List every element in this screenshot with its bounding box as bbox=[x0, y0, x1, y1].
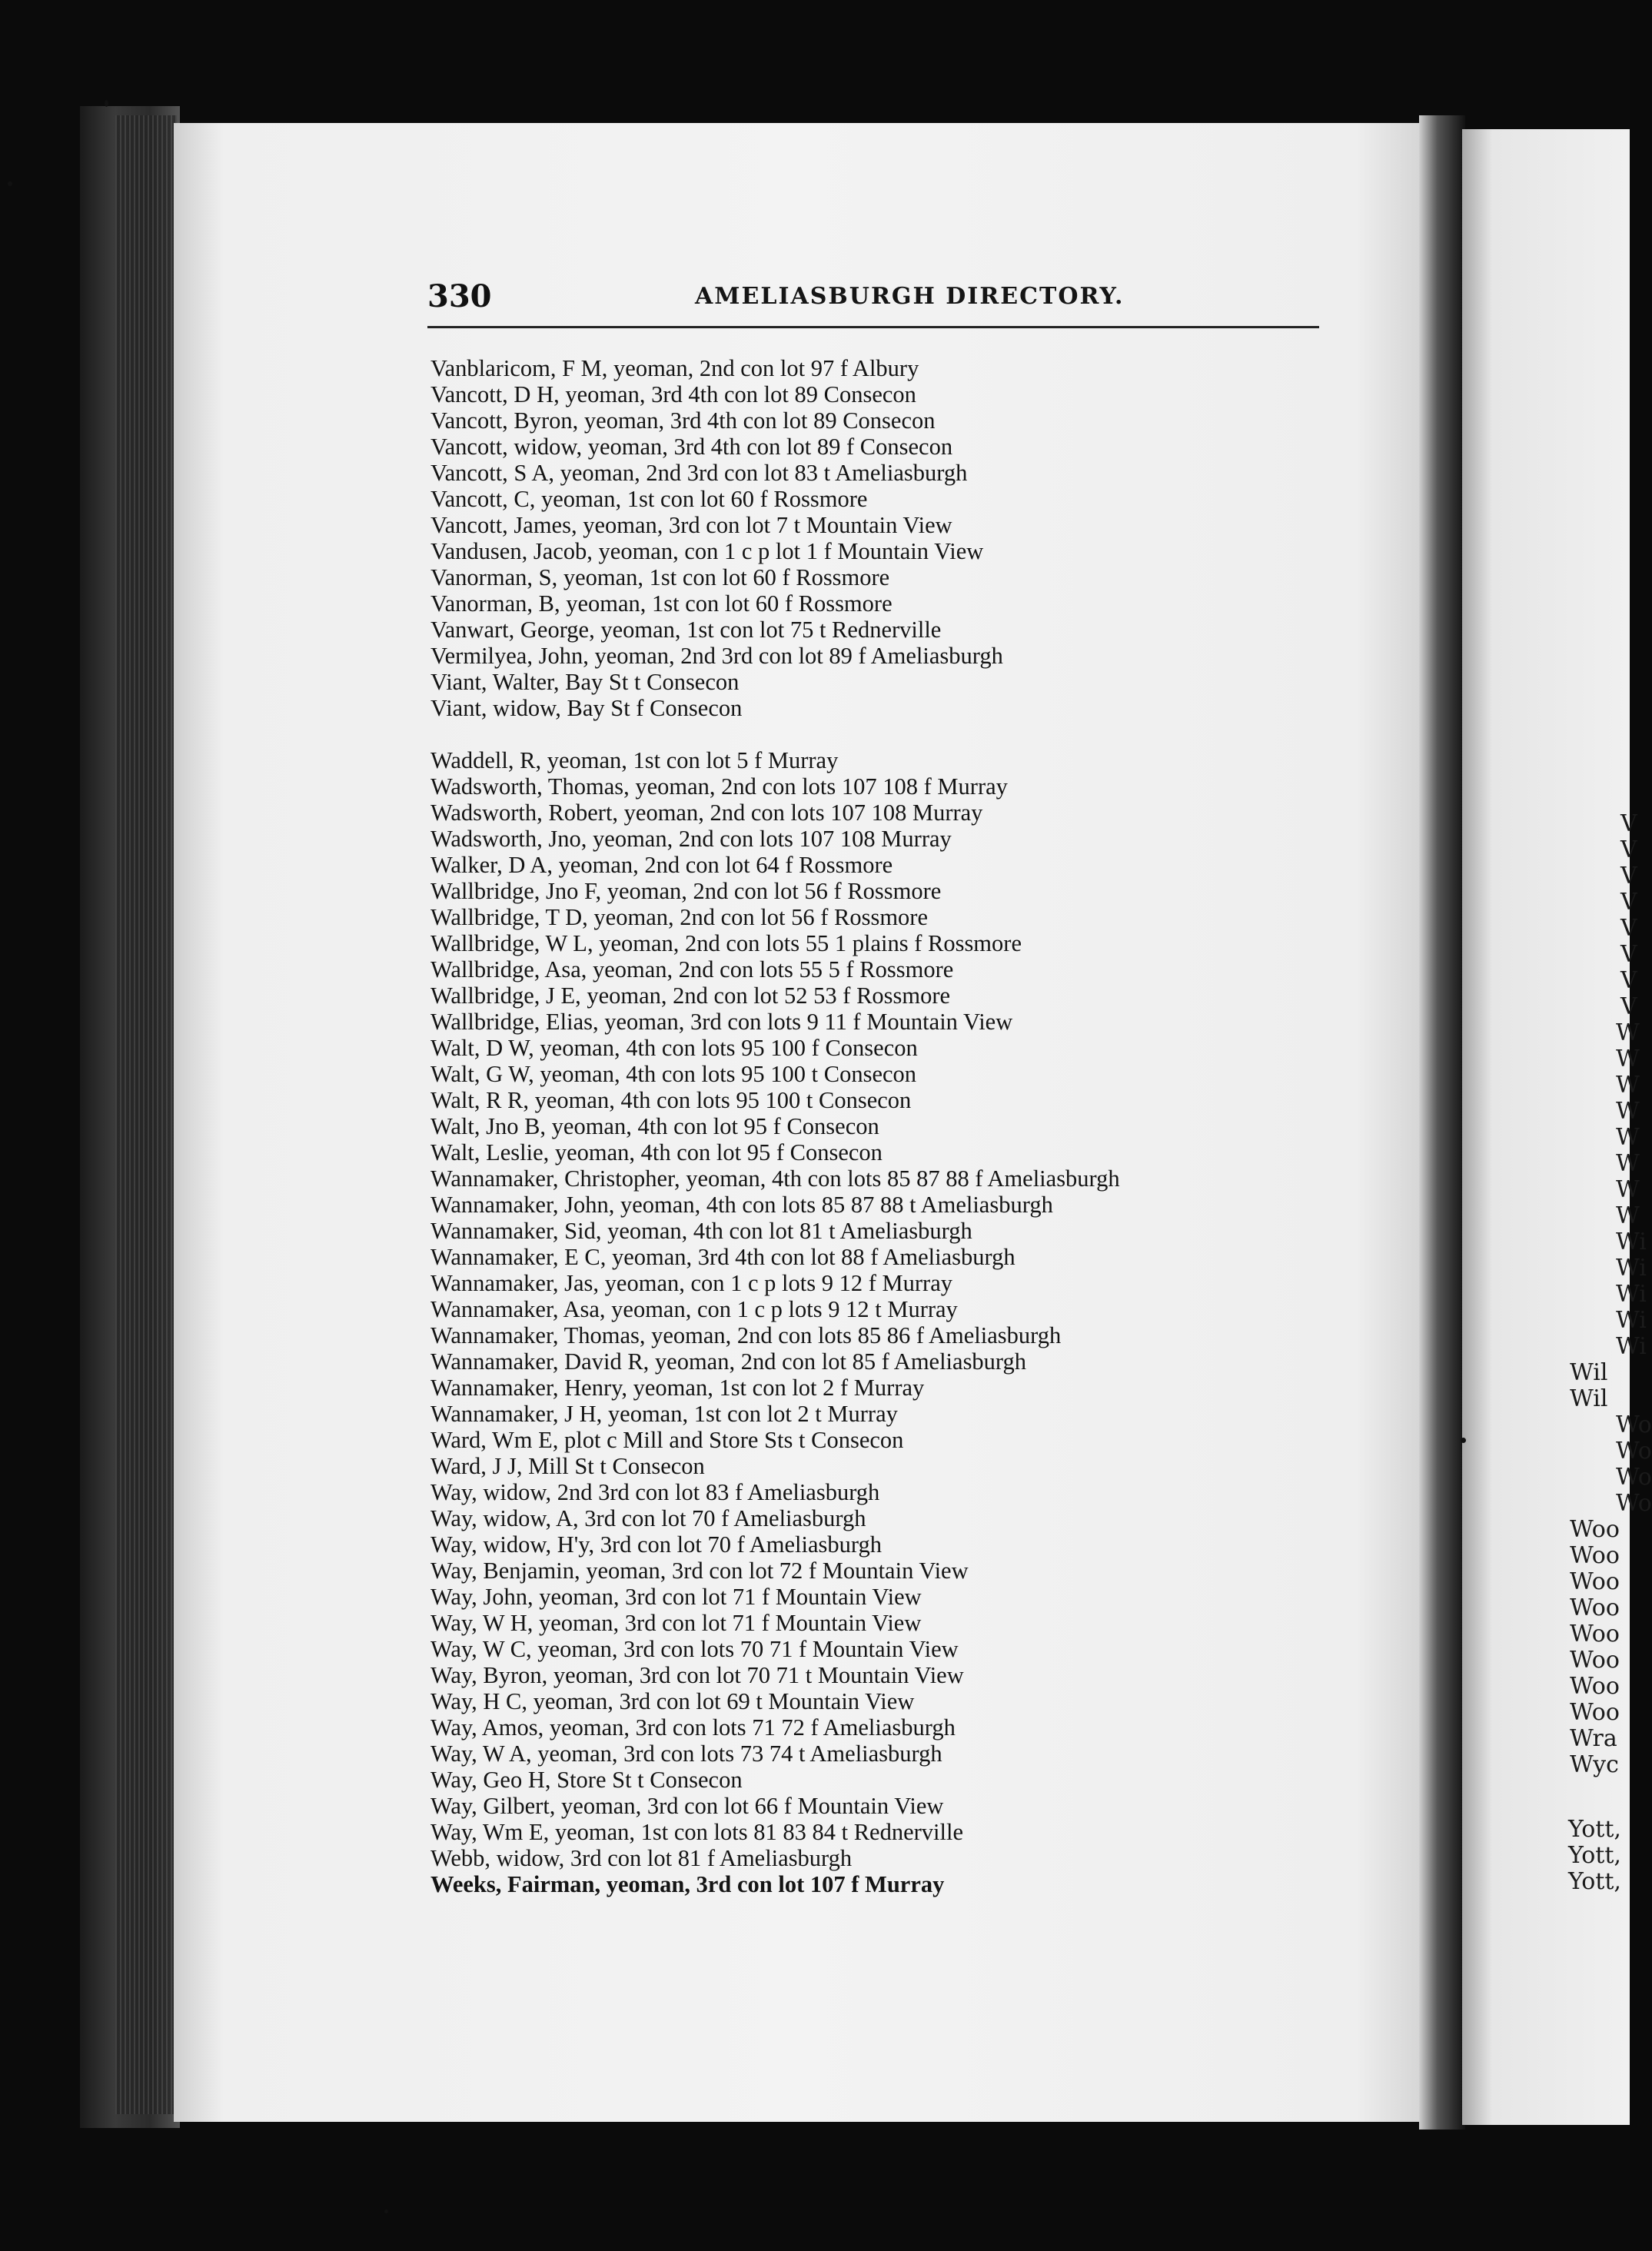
facing-page-fragment: Wra bbox=[1570, 1725, 1617, 1752]
facing-page-fragment: Yott, bbox=[1568, 1816, 1621, 1843]
directory-entry: Wannamaker, Asa, yeoman, con 1 c p lots 9 12 t Murray bbox=[430, 1296, 958, 1322]
directory-entry: Wannamaker, J H, yeoman, 1st con lot 2 t Murray bbox=[430, 1401, 898, 1427]
directory-entry: Way, widow, 2nd 3rd con lot 83 f Ameliasburgh bbox=[430, 1479, 880, 1505]
facing-page-fragment: Wyc bbox=[1570, 1751, 1619, 1778]
facing-page-fragment: Wi bbox=[1616, 1229, 1647, 1255]
facing-page-fragment: Woo bbox=[1570, 1621, 1620, 1648]
page-gutter bbox=[1419, 115, 1465, 2130]
directory-entry: Vanorman, B, yeoman, 1st con lot 60 f Rossmore bbox=[430, 590, 892, 617]
directory-entry: Wallbridge, J E, yeoman, 2nd con lot 52 53 f Rossmore bbox=[430, 983, 951, 1009]
facing-page-fragment: Wo bbox=[1616, 1464, 1652, 1491]
dust-speck bbox=[1461, 1438, 1466, 1443]
facing-page-fragment: Woo bbox=[1570, 1699, 1620, 1726]
directory-entry: Walker, D A, yeoman, 2nd con lot 64 f Rossmore bbox=[430, 852, 893, 878]
section-gap bbox=[430, 721, 1353, 747]
facing-page-fragment: W bbox=[1616, 1019, 1640, 1046]
facing-page-fragment: V bbox=[1620, 941, 1637, 968]
facing-page-fragment: W bbox=[1616, 1202, 1640, 1229]
facing-page-fragment: V bbox=[1620, 915, 1637, 942]
page-edges bbox=[115, 115, 177, 2114]
directory-entry: Weeks, Fairman, yeoman, 3rd con lot 107 f Murray bbox=[430, 1871, 945, 1897]
directory-entry: Wannamaker, David R, yeoman, 2nd con lot 85 f Ameliasburgh bbox=[430, 1348, 1027, 1375]
directory-entry: Wannamaker, Henry, yeoman, 1st con lot 2 f Murray bbox=[430, 1375, 925, 1401]
facing-page-fragment: V bbox=[1620, 993, 1637, 1020]
directory-entry: Wannamaker, Jas, yeoman, con 1 c p lots 9 12 f Murray bbox=[430, 1270, 952, 1296]
directory-entry: Wallbridge, T D, yeoman, 2nd con lot 56 f Rossmore bbox=[430, 904, 928, 930]
running-head: AMELIASBURGH DIRECTORY. bbox=[695, 283, 1125, 310]
facing-page-fragment: Wo bbox=[1616, 1438, 1652, 1465]
directory-entry: Way, Benjamin, yeoman, 3rd con lot 72 f Mountain View bbox=[430, 1558, 969, 1584]
directory-entry: Way, widow, H'y, 3rd con lot 70 f Ameliasburgh bbox=[430, 1531, 882, 1558]
directory-entry: Vancott, C, yeoman, 1st con lot 60 f Rossmore bbox=[430, 486, 868, 512]
facing-page-fragment: W bbox=[1616, 1098, 1640, 1125]
directory-entry: Vanblaricom, F M, yeoman, 2nd con lot 97 f Albury bbox=[430, 355, 919, 381]
directory-entry: Vancott, D H, yeoman, 3rd 4th con lot 89 Consecon bbox=[430, 381, 916, 407]
directory-entry: Way, W C, yeoman, 3rd con lots 70 71 f Mountain View bbox=[430, 1636, 959, 1662]
page-number: 330 bbox=[427, 278, 492, 314]
directory-entry: Way, Byron, yeoman, 3rd con lot 70 71 t Mountain View bbox=[430, 1662, 964, 1688]
facing-page-fragment: Woo bbox=[1570, 1594, 1620, 1621]
facing-page-fragment: V bbox=[1620, 967, 1637, 994]
directory-entry: Wallbridge, W L, yeoman, 2nd con lots 55 1 plains f Rossmore bbox=[430, 930, 1022, 956]
directory-entry: Wannamaker, Christopher, yeoman, 4th con lots 85 87 88 f Ameliasburgh bbox=[430, 1165, 1120, 1192]
facing-page-fragment: Wi bbox=[1616, 1255, 1647, 1282]
directory-entry: Wannamaker, Sid, yeoman, 4th con lot 81 t Ameliasburgh bbox=[430, 1218, 972, 1244]
directory-entry: Walt, R R, yeoman, 4th con lots 95 100 t Consecon bbox=[430, 1087, 912, 1113]
directory-entry: Walt, D W, yeoman, 4th con lots 95 100 f Consecon bbox=[430, 1035, 918, 1061]
facing-page-fragment: Woo bbox=[1570, 1542, 1620, 1569]
facing-page-fragment: V bbox=[1620, 863, 1637, 889]
facing-page-fragment: Yott, bbox=[1568, 1868, 1621, 1895]
dust-speck bbox=[8, 181, 12, 186]
facing-page-fragment: Wi bbox=[1616, 1281, 1647, 1308]
directory-entry: Vancott, James, yeoman, 3rd con lot 7 t Mountain View bbox=[430, 512, 952, 538]
facing-page-fragment: W bbox=[1616, 1124, 1640, 1151]
facing-page-fragment: Wi bbox=[1616, 1307, 1647, 1334]
directory-entry: Way, Wm E, yeoman, 1st con lots 81 83 84 t Rednerville bbox=[430, 1819, 963, 1845]
directory-entry: Wallbridge, Asa, yeoman, 2nd con lots 55 5 f Rossmore bbox=[430, 956, 954, 983]
facing-page-fragment: Wil bbox=[1570, 1359, 1608, 1386]
facing-page-fragment: W bbox=[1616, 1150, 1640, 1177]
directory-entry: Wadsworth, Thomas, yeoman, 2nd con lots 107 108 f Murray bbox=[430, 773, 1008, 800]
directory-entry: Vanorman, S, yeoman, 1st con lot 60 f Rossmore bbox=[430, 564, 890, 590]
directory-entries bbox=[430, 355, 1353, 1897]
facing-page-fragment: W bbox=[1616, 1176, 1640, 1203]
directory-entry: Vancott, S A, yeoman, 2nd 3rd con lot 83 t Ameliasburgh bbox=[430, 460, 968, 486]
directory-entry: Ward, Wm E, plot c Mill and Store Sts t Consecon bbox=[430, 1427, 904, 1453]
directory-entry: Way, Amos, yeoman, 3rd con lots 71 72 f Ameliasburgh bbox=[430, 1714, 956, 1741]
directory-entry: Waddell, R, yeoman, 1st con lot 5 f Murray bbox=[430, 747, 839, 773]
directory-entry: Way, Geo H, Store St t Consecon bbox=[430, 1767, 743, 1793]
header-rule bbox=[427, 326, 1319, 328]
facing-page-fragment: Wil bbox=[1570, 1385, 1608, 1412]
directory-entry: Wadsworth, Robert, yeoman, 2nd con lots 107 108 Murray bbox=[430, 800, 983, 826]
directory-entry: Way, W H, yeoman, 3rd con lot 71 f Mountain View bbox=[430, 1610, 922, 1636]
directory-entry: Vandusen, Jacob, yeoman, con 1 c p lot 1 f Mountain View bbox=[430, 538, 984, 564]
directory-entry: Way, Gilbert, yeoman, 3rd con lot 66 f Mountain View bbox=[430, 1793, 944, 1819]
directory-entry: Vancott, widow, yeoman, 3rd 4th con lot 89 f Consecon bbox=[430, 434, 953, 460]
facing-page-fragment: V bbox=[1620, 836, 1637, 863]
facing-page bbox=[1462, 129, 1652, 2125]
dust-speck bbox=[105, 100, 108, 107]
directory-entry: Vermilyea, John, yeoman, 2nd 3rd con lot 89 f Ameliasburgh bbox=[430, 643, 1003, 669]
directory-entry: Wallbridge, Elias, yeoman, 3rd con lots 9 11 f Mountain View bbox=[430, 1009, 1013, 1035]
directory-entry: Viant, Walter, Bay St t Consecon bbox=[430, 669, 740, 695]
directory-entry: Wannamaker, E C, yeoman, 3rd 4th con lot 88 f Ameliasburgh bbox=[430, 1244, 1015, 1270]
facing-page-fragment: W bbox=[1616, 1072, 1640, 1099]
facing-page-fragment: Wo bbox=[1616, 1411, 1652, 1438]
facing-page-fragment: V bbox=[1620, 810, 1637, 837]
directory-entry: Walt, G W, yeoman, 4th con lots 95 100 t Consecon bbox=[430, 1061, 917, 1087]
directory-entry: Wannamaker, Thomas, yeoman, 2nd con lots 85 86 f Ameliasburgh bbox=[430, 1322, 1062, 1348]
directory-entry: Way, widow, A, 3rd con lot 70 f Ameliasburgh bbox=[430, 1505, 866, 1531]
directory-entry: Walt, Leslie, yeoman, 4th con lot 95 f Consecon bbox=[430, 1139, 883, 1165]
facing-page-fragment: W bbox=[1616, 1046, 1640, 1072]
facing-page-fragment: V bbox=[1620, 889, 1637, 916]
directory-entry: Walt, Jno B, yeoman, 4th con lot 95 f Consecon bbox=[430, 1113, 879, 1139]
directory-entry: Way, John, yeoman, 3rd con lot 71 f Mountain View bbox=[430, 1584, 922, 1610]
dust-speck bbox=[384, 2209, 388, 2213]
directory-entry: Viant, widow, Bay St f Consecon bbox=[430, 695, 743, 721]
facing-page-fragment: Woo bbox=[1570, 1647, 1620, 1674]
directory-entry: Ward, J J, Mill St t Consecon bbox=[430, 1453, 705, 1479]
facing-page-fragment: Wo bbox=[1616, 1490, 1652, 1517]
facing-page-fragment: Yott, bbox=[1568, 1842, 1621, 1869]
facing-page-fragment: Wi bbox=[1616, 1333, 1647, 1360]
directory-entry: Wallbridge, Jno F, yeoman, 2nd con lot 56 f Rossmore bbox=[430, 878, 942, 904]
directory-entry: Vanwart, George, yeoman, 1st con lot 75 t Rednerville bbox=[430, 617, 942, 643]
directory-entry: Vancott, Byron, yeoman, 3rd 4th con lot 89 Consecon bbox=[430, 407, 936, 434]
facing-page-fragment: Woo bbox=[1570, 1568, 1620, 1595]
directory-entry: Wadsworth, Jno, yeoman, 2nd con lots 107 108 Murray bbox=[430, 826, 952, 852]
facing-page-fragment: Woo bbox=[1570, 1673, 1620, 1700]
directory-entry: Way, W A, yeoman, 3rd con lots 73 74 t Ameliasburgh bbox=[430, 1741, 942, 1767]
directory-entry: Webb, widow, 3rd con lot 81 f Ameliasburgh bbox=[430, 1845, 853, 1871]
directory-entry: Wannamaker, John, yeoman, 4th con lots 85 87 88 t Ameliasburgh bbox=[430, 1192, 1053, 1218]
directory-entry: Way, H C, yeoman, 3rd con lot 69 t Mountain View bbox=[430, 1688, 915, 1714]
facing-page-fragment: Woo bbox=[1570, 1516, 1620, 1543]
